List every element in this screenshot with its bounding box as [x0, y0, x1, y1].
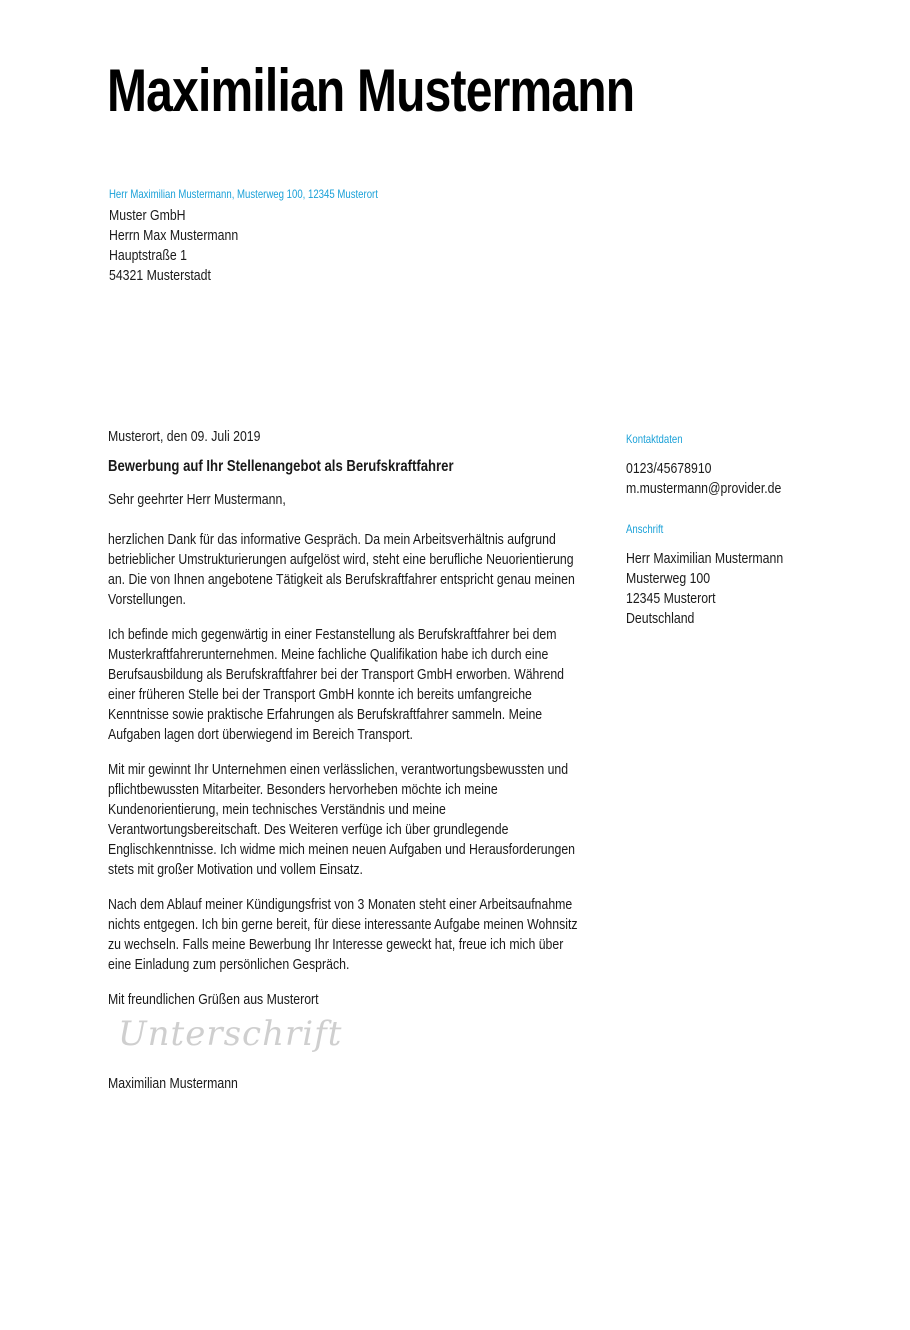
letter-salutation — [108, 490, 608, 510]
paragraph-line: Aufgaben lagen dort überwiegend im Bereich Transport. — [108, 726, 413, 743]
recipient-line — [109, 246, 267, 266]
contact-heading-text: Kontaktdaten — [626, 432, 683, 446]
letter-subject — [108, 457, 608, 477]
address-line: Deutschland — [626, 610, 695, 627]
paragraph-line: Verantwortungsbereitschaft. Des Weiteren verfüge ich über grundlegende — [108, 821, 509, 838]
letter-closing-text: Mit freundlichen Grüßen aus Musterort — [108, 991, 319, 1008]
letter-paragraph — [108, 760, 608, 880]
letter-paragraph — [108, 625, 608, 745]
paragraph-line: an. Die von Ihnen angebotene Tätigkeit als Berufskraftfahrer entspricht genau meinen — [108, 571, 575, 588]
sidebar-contact-info — [626, 431, 846, 651]
recipient-address-block — [109, 206, 267, 286]
paragraph-line: zu wechseln. Falls meine Bewerbung Ihr Interesse geweckt hat, freue ich mich über — [108, 936, 564, 953]
phone-number: 0123/45678910 — [626, 460, 712, 477]
recipient-street: Hauptstraße 1 — [109, 247, 187, 264]
paragraph-line: betrieblicher Umstrukturierungen aufgelöst wird, steht eine berufliche Neuorientierung — [108, 551, 574, 568]
letter-body — [108, 427, 608, 1094]
address-line: Musterweg 100 — [626, 570, 711, 587]
paragraph-line: Kundenorientierung, mein technisches Verständnis und meine — [108, 801, 446, 818]
recipient-line — [109, 226, 267, 246]
email-address: m.mustermann@provider.de — [626, 480, 782, 497]
paragraph-line: Musterkraftfahrerunternehmen. Meine fachliche Qualifikation habe ich durch eine — [108, 646, 549, 663]
recipient-company: Muster GmbH — [109, 207, 186, 224]
recipient-city: 54321 Musterstadt — [109, 267, 211, 284]
paragraph-line: eine Einladung zum persönlichen Gespräch. — [108, 956, 350, 973]
recipient-line — [109, 266, 267, 286]
applicant-name-heading — [107, 56, 766, 126]
letter-closing — [108, 990, 608, 1010]
applicant-name: Maximilian Mustermann — [107, 57, 635, 124]
address-line: 12345 Musterort — [626, 590, 716, 607]
contact-section — [626, 431, 846, 499]
address-section — [626, 521, 846, 629]
recipient-person: Herrn Max Mustermann — [109, 227, 239, 244]
letter-signer-name: Maximilian Mustermann — [108, 1075, 238, 1092]
letter-date — [108, 427, 608, 447]
paragraph-line: nichts entgegen. Ich bin gerne bereit, für diese interessante Aufgabe meinen Wohnsitz — [108, 916, 578, 933]
paragraph-line: Nach dem Ablauf meiner Kündigungsfrist von 3 Monaten steht einer Arbeitsaufnahme — [108, 896, 573, 913]
signature-placeholder: Unterschrift — [118, 1014, 343, 1054]
paragraph-line: Kenntnisse sowie praktische Erfahrungen als Berufskraftfahrer sammeln. Meine — [108, 706, 543, 723]
letter-paragraph — [108, 530, 608, 610]
sender-return-address — [109, 186, 445, 202]
letter-paragraph — [108, 895, 608, 975]
paragraph-line: Englischkenntnisse. Ich widme mich meinen neuen Aufgaben und Herausforderungen — [108, 841, 576, 858]
address-heading — [626, 521, 846, 537]
address-line: Herr Maximilian Mustermann — [626, 550, 784, 567]
paragraph-line: Vorstellungen. — [108, 591, 186, 608]
contact-heading — [626, 431, 846, 447]
letter-subject-text: Bewerbung auf Ihr Stellenangebot als Berufskraftfahrer — [108, 458, 454, 475]
paragraph-line: stets mit großer Motivation und vollem Einsatz. — [108, 861, 363, 878]
paragraph-line: herzlichen Dank für das informative Gespräch. Da mein Arbeitsverhältnis aufgrund — [108, 531, 556, 548]
signature-image — [108, 1014, 608, 1074]
address-heading-text: Anschrift — [626, 522, 664, 536]
paragraph-line: Ich befinde mich gegenwärtig in einer Festanstellung als Berufskraftfahrer bei dem — [108, 626, 557, 643]
recipient-line — [109, 206, 267, 226]
letter-salutation-text: Sehr geehrter Herr Mustermann, — [108, 491, 286, 508]
letter-signer — [108, 1074, 608, 1094]
paragraph-line: Mit mir gewinnt Ihr Unternehmen einen verlässlichen, verantwortungsbewussten und — [108, 761, 569, 778]
paragraph-line: einer früheren Stelle bei der Transport GmbH konnte ich bereits umfangreiche — [108, 686, 532, 703]
paragraph-line: Berufsausbildung als Berufskraftfahrer bei der Transport GmbH erworben. Während — [108, 666, 565, 683]
sender-return-address-text: Herr Maximilian Mustermann, Musterweg 100, 12345 Musterort — [109, 187, 378, 201]
paragraph-line: pflichtbewussten Mitarbeiter. Besonders hervorheben möchte ich meine — [108, 781, 498, 798]
letter-date-text: Musterort, den 09. Juli 2019 — [108, 428, 261, 445]
